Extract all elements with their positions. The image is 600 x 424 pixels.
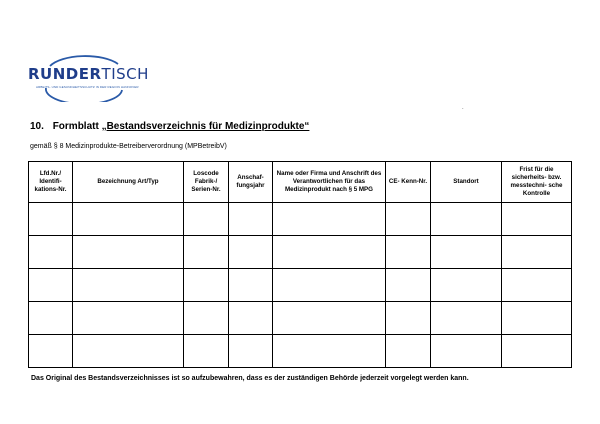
table-cell[interactable] bbox=[502, 302, 572, 335]
table-row bbox=[29, 236, 572, 269]
table-cell[interactable] bbox=[273, 302, 386, 335]
table-cell[interactable] bbox=[386, 203, 431, 236]
logo-word-runder: RUNDER bbox=[28, 65, 102, 83]
section-number: 10. bbox=[30, 121, 44, 132]
col-header-bezeichnung: Bezeichnung Art/Typ bbox=[73, 162, 184, 203]
table-cell[interactable] bbox=[73, 335, 184, 368]
title-prefix: Formblatt bbox=[52, 121, 99, 132]
table-cell[interactable] bbox=[502, 269, 572, 302]
table-cell[interactable] bbox=[184, 269, 229, 302]
col-header-lfd-nr: Lfd.Nr./ Identifi- kations-Nr. bbox=[29, 162, 73, 203]
table-cell[interactable] bbox=[29, 203, 73, 236]
table-cell[interactable] bbox=[73, 269, 184, 302]
col-header-anschaffungsjahr: Anschaf- fungsjahr bbox=[229, 162, 273, 203]
logo-wordmark bbox=[28, 65, 149, 83]
table-cell[interactable] bbox=[431, 302, 502, 335]
inventory-table bbox=[28, 161, 572, 368]
table-cell[interactable] bbox=[431, 236, 502, 269]
table-cell[interactable] bbox=[29, 302, 73, 335]
table-cell[interactable] bbox=[386, 302, 431, 335]
table-cell[interactable] bbox=[502, 203, 572, 236]
table-cell[interactable] bbox=[184, 203, 229, 236]
table-row bbox=[29, 335, 572, 368]
table-cell[interactable] bbox=[184, 236, 229, 269]
table-cell[interactable] bbox=[229, 302, 273, 335]
retention-note: Das Original des Bestandsverzeichnisses ist so aufzubewahren, dass es der zuständigen Behörde jederzeit vorgelegt werden kann. bbox=[31, 375, 469, 382]
table-cell[interactable] bbox=[502, 335, 572, 368]
table-row bbox=[29, 302, 572, 335]
col-header-verantwortlicher: Name oder Firma und Anschrift des Verantwortlichen für das Medizinprodukt nach § 5 MPG bbox=[273, 162, 386, 203]
stray-mark: . bbox=[462, 105, 464, 111]
table-cell[interactable] bbox=[184, 335, 229, 368]
logo-word-tisch: TISCH bbox=[101, 65, 149, 83]
col-header-standort: Standort bbox=[431, 162, 502, 203]
table-row bbox=[29, 269, 572, 302]
col-header-loscode: Loscode Fabrik-/ Serien-Nr. bbox=[184, 162, 229, 203]
table-cell[interactable] bbox=[431, 203, 502, 236]
table-header-row bbox=[29, 162, 572, 203]
table-cell[interactable] bbox=[73, 236, 184, 269]
page-title bbox=[30, 121, 309, 132]
table-cell[interactable] bbox=[386, 335, 431, 368]
table-cell[interactable] bbox=[502, 236, 572, 269]
table-cell[interactable] bbox=[386, 269, 431, 302]
table-cell[interactable] bbox=[431, 335, 502, 368]
table-cell[interactable] bbox=[184, 302, 229, 335]
table-cell[interactable] bbox=[386, 236, 431, 269]
table-cell[interactable] bbox=[229, 269, 273, 302]
table-cell[interactable] bbox=[229, 335, 273, 368]
title-text: „Bestandsverzeichnis für Medizinprodukte“ bbox=[101, 121, 310, 132]
table-cell[interactable] bbox=[273, 335, 386, 368]
table-row bbox=[29, 203, 572, 236]
logo bbox=[28, 52, 149, 102]
table-cell[interactable] bbox=[229, 203, 273, 236]
table-cell[interactable] bbox=[29, 335, 73, 368]
table-cell[interactable] bbox=[29, 269, 73, 302]
table-cell[interactable] bbox=[73, 302, 184, 335]
col-header-frist: Frist für die sicherheits- bzw. messtechni- sche Kontrolle bbox=[502, 162, 572, 203]
table-cell[interactable] bbox=[273, 269, 386, 302]
table-cell[interactable] bbox=[229, 236, 273, 269]
table-cell[interactable] bbox=[73, 203, 184, 236]
table-cell[interactable] bbox=[273, 203, 386, 236]
legal-reference: gemäß § 8 Medizinprodukte-Betreiberverordnung (MPBetreibV) bbox=[30, 143, 227, 150]
table-cell[interactable] bbox=[29, 236, 73, 269]
table-cell[interactable] bbox=[431, 269, 502, 302]
col-header-ce-kenn-nr: CE- Kenn-Nr. bbox=[386, 162, 431, 203]
table-cell[interactable] bbox=[273, 236, 386, 269]
logo-tagline: ARBEITS- UND GESUNDHEITSSCHUTZ IN DER REGION HANNOVER bbox=[36, 85, 139, 89]
